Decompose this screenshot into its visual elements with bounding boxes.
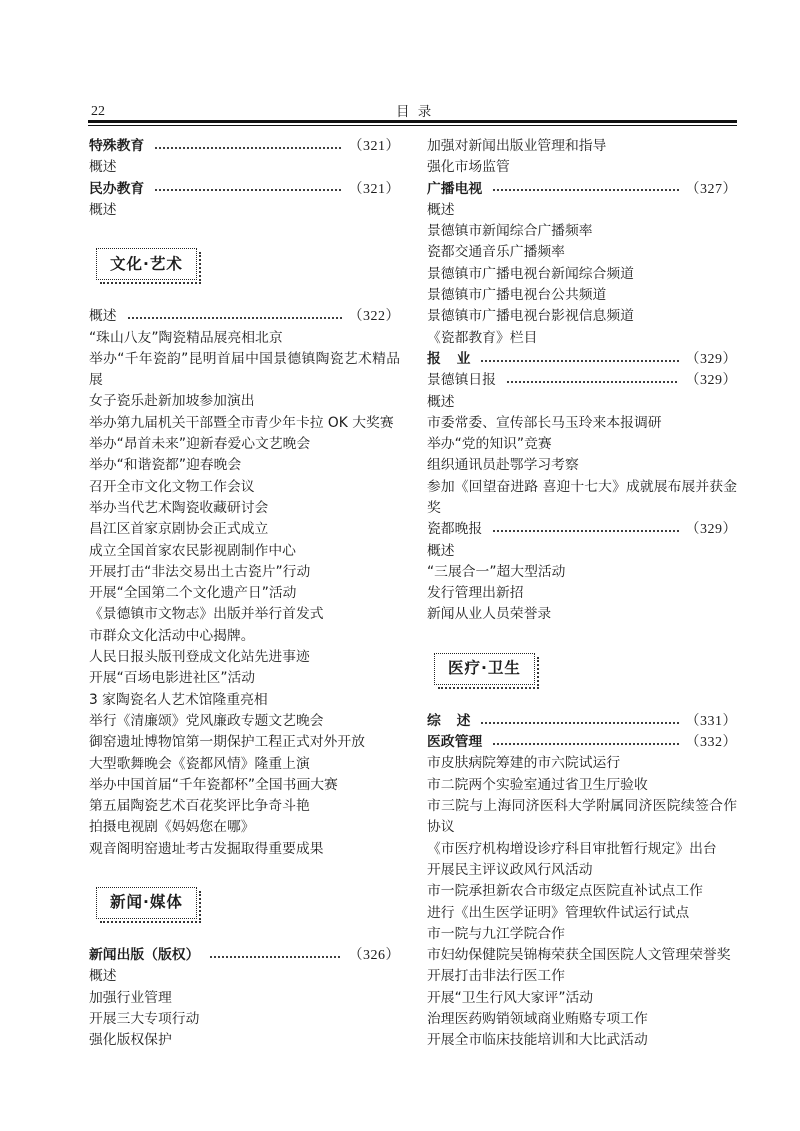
toc-item: 举行《清廉颂》党风廉政专题文艺晚会 — [89, 712, 324, 729]
toc-entry: 景德镇日报 — [427, 372, 496, 389]
dot-leader — [154, 188, 341, 192]
toc-item: 开展打击“非法交易出土古瓷片”行动 — [89, 563, 311, 580]
page-number: （321） — [348, 139, 400, 154]
toc-item: 强化市场监管 — [427, 159, 510, 176]
dot-leader — [127, 316, 342, 320]
toc-entry: 概述 — [89, 308, 117, 325]
toc-item: 人民日报头版刊登成文化站先进事迹 — [89, 649, 310, 666]
page-number: （327） — [685, 181, 737, 197]
toc-item: 举办中国首届“千年瓷都杯”全国书画大赛 — [89, 776, 338, 793]
toc-item: 瓷都交通音乐广播频率 — [427, 244, 565, 261]
heading-medical-administration — [427, 732, 737, 753]
entry-jingdezhen-daily — [427, 370, 737, 391]
toc-item: 市妇幼保健院吴锦梅荣获全国医院人文管理荣誉奖 — [427, 947, 731, 964]
toc-item: 召开全市文化文物工作会议 — [89, 478, 255, 495]
section-culture-arts — [89, 221, 400, 306]
toc-item: 开展打击非法行医工作 — [427, 968, 565, 985]
section-title-box — [96, 887, 197, 919]
toc-item: 举办“和谐瓷都”迎春晚会 — [89, 457, 242, 474]
toc-item: 新闻从业人员荣誉录 — [427, 606, 552, 623]
dot-leader — [492, 529, 678, 533]
toc-item: 概述 — [89, 159, 117, 176]
toc-heading: 新闻出版（版权） — [89, 947, 200, 964]
toc-item: 《市医疗机构增设诊疗科目审批暂行规定》出台 — [427, 840, 717, 857]
toc-item: 市三院与上海同济医科大学附属同济医院续签合作协议 — [427, 798, 737, 836]
section-medical-health — [427, 626, 737, 711]
toc-item: 举办第九届机关干部暨全市青少年卡拉 OK 大奖赛 — [89, 414, 394, 431]
heading-newspapers — [427, 349, 737, 370]
toc-item: 组织通讯员赴鄂学习考察 — [427, 457, 579, 474]
toc-item: “三展合一”超大型活动 — [427, 563, 566, 580]
toc-item: 景德镇市广播电视台影视信息频道 — [427, 308, 634, 325]
dot-leader — [209, 955, 341, 959]
toc-heading: 广播电视 — [427, 180, 483, 197]
heading-special-education — [89, 136, 400, 157]
toc-item: 概述 — [427, 393, 455, 410]
toc-item: 强化版权保护 — [89, 1032, 172, 1049]
toc-heading: 报 业 — [427, 350, 471, 367]
toc-item: 女子瓷乐赴新加坡参加演出 — [89, 393, 255, 410]
section-title-box — [96, 248, 197, 280]
toc-item: 大型歌舞晚会《瓷都风情》隆重上演 — [89, 755, 310, 772]
toc-item: 景德镇市新闻综合广播频率 — [427, 223, 593, 240]
toc-item: 市一院与九江学院合作 — [427, 925, 565, 942]
toc-item: 举办“党的知识”竞赛 — [427, 436, 552, 453]
toc-item: 市委常委、宣传部长马玉玲来本报调研 — [427, 414, 662, 431]
toc-item: 参加《回望奋进路 喜迎十七大》成就展布展并获金奖 — [427, 478, 737, 516]
toc-item: 御窑遗址博物馆第一期保护工程正式对外开放 — [89, 734, 365, 751]
toc-item: 加强行业管理 — [89, 989, 172, 1006]
toc-item: 《景德镇市文物志》出版并举行首发式 — [89, 606, 324, 623]
toc-item: 开展全市临床技能培训和大比武活动 — [427, 1032, 648, 1049]
toc-item: 开展“全国第二个文化遗产日”活动 — [89, 585, 297, 602]
toc-item: 举办当代艺术陶瓷收藏研讨会 — [89, 499, 269, 516]
dot-leader — [492, 188, 678, 192]
toc-item: 概述 — [427, 201, 455, 218]
toc-item: 治理医药购销领域商业贿赂专项工作 — [427, 1011, 648, 1028]
section-title: 医疗·卫生 — [448, 659, 521, 678]
toc-item: 开展“百场电影进社区”活动 — [89, 670, 256, 687]
entry-culture-overview — [89, 306, 400, 327]
page-number: （321） — [348, 181, 400, 197]
toc-entry: 瓷都晚报 — [427, 521, 483, 538]
dot-leader — [480, 721, 678, 725]
page-number: （322） — [348, 309, 400, 325]
toc-item: 市群众文化活动中心揭牌。 — [89, 627, 255, 644]
toc-item: 开展“卫生行风大家评”活动 — [427, 989, 594, 1006]
toc-item: 市皮肤病院筹建的市六院试运行 — [427, 755, 621, 772]
heading-private-education — [89, 179, 400, 200]
dot-leader — [506, 380, 679, 384]
toc-item: 第五届陶瓷艺术百花奖评比争奇斗艳 — [89, 798, 310, 815]
heading-radio-tv — [427, 179, 737, 200]
section-news-media — [89, 860, 400, 945]
dot-leader — [154, 146, 341, 150]
toc-heading: 医政管理 — [427, 734, 483, 751]
toc-item: 昌江区首家京剧协会正式成立 — [89, 521, 269, 538]
toc-item: 举办“千年瓷韵”昆明首届中国景德镇陶瓷艺术精品展 — [89, 350, 400, 389]
page-number: （329） — [685, 351, 737, 367]
heading-press-publishing — [89, 945, 400, 966]
section-title-box — [434, 653, 535, 685]
page-number: （326） — [348, 948, 400, 964]
toc-item: 加强对新闻出版业管理和指导 — [427, 138, 607, 154]
toc-item: 市一院承担新农合市级定点医院直补试点工作 — [427, 883, 703, 900]
toc-item: 《瓷都教育》栏目 — [427, 329, 538, 346]
toc-item: 观音阁明窑遗址考古发掘取得重要成果 — [89, 840, 324, 857]
page-number: （331） — [685, 713, 737, 729]
toc-right-column — [427, 136, 737, 1052]
section-title: 文化·艺术 — [110, 254, 183, 273]
running-title: 目 录 — [396, 104, 434, 120]
toc-item: 进行《出生医学证明》管理软件试运行试点 — [427, 904, 690, 921]
toc-item: 概述 — [89, 201, 117, 218]
toc-item: 景德镇市广播电视台新闻综合频道 — [427, 265, 634, 282]
toc-heading: 民办教育 — [89, 180, 145, 197]
page-number: （332） — [685, 735, 737, 751]
header-rule-thick — [88, 120, 737, 123]
toc-item: 成立全国首家农民影视剧制作中心 — [89, 542, 296, 559]
header-rule-thin — [88, 125, 737, 126]
heading-medical-overview — [427, 711, 737, 732]
toc-item: 市二院两个实验室通过省卫生厅验收 — [427, 776, 648, 793]
toc-item: 开展民主评议政风行风活动 — [427, 861, 593, 878]
dot-leader — [480, 359, 678, 363]
dot-leader — [492, 742, 678, 746]
entry-porcelain-capital-evening-news — [427, 519, 737, 540]
page-number-header: 22 — [91, 104, 105, 119]
toc-item: 举办“昂首未来”迎新春爱心文艺晚会 — [89, 436, 311, 453]
section-title: 新闻·媒体 — [110, 893, 183, 912]
toc-item: 发行管理出新招 — [427, 585, 524, 602]
toc-item: 概述 — [89, 968, 117, 985]
page-number: （329） — [685, 373, 737, 389]
toc-heading: 特殊教育 — [89, 138, 145, 154]
toc-item: 景德镇市广播电视台公共频道 — [427, 287, 607, 304]
toc-item: 3 家陶瓷名人艺术馆隆重亮相 — [89, 691, 268, 708]
toc-left-column — [89, 136, 400, 1052]
toc-item: 开展三大专项行动 — [89, 1011, 200, 1028]
page-number: （329） — [685, 522, 737, 538]
toc-item: 拍摄电视剧《妈妈您在哪》 — [89, 819, 255, 836]
toc-item: “珠山八友”陶瓷精品展亮相北京 — [89, 329, 283, 346]
toc-item: 概述 — [427, 542, 455, 559]
toc-heading: 综 述 — [427, 712, 471, 729]
